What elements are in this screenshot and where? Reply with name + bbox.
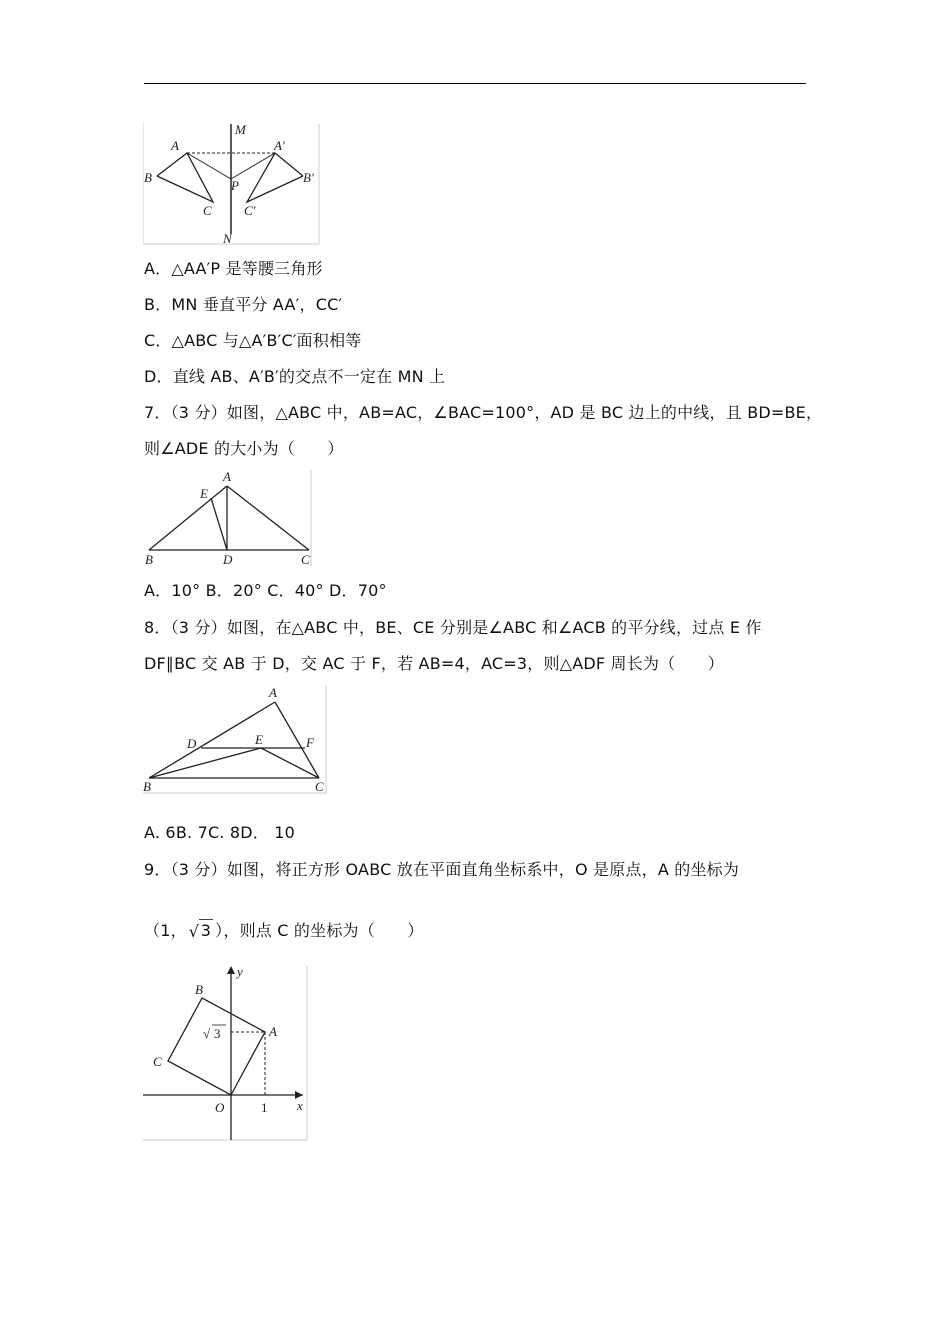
label-D: D [223, 552, 233, 567]
label-A: A [171, 138, 179, 153]
label-B: B [143, 779, 151, 794]
q6-option-d: D．直线 AB、A′B′的交点不一定在 MN 上 [144, 367, 446, 386]
sqrt-radicand: 3 [200, 921, 212, 940]
label-y: y [237, 964, 243, 979]
label-x: x [297, 1098, 303, 1113]
label-E: E [255, 732, 263, 747]
label-C: C [153, 1054, 162, 1069]
label-B: B [195, 982, 203, 997]
header-rule [144, 83, 806, 84]
q8-stem-line2: DF∥BC 交 AB 于 D，交 AC 于 F，若 AB=4，AC=3，则△ADF 周长为（ ） [144, 654, 724, 673]
label-P: P [231, 178, 239, 193]
q7-figure [143, 468, 315, 572]
label-C-prime: C′ [244, 203, 256, 218]
q6-option-c: C．△ABC 与△A′B′C′面积相等 [144, 331, 362, 350]
label-E: E [200, 486, 208, 501]
label-sqrt3: 3 [214, 1026, 221, 1041]
q8-options: A. 6B. 7C. 8D． 10 [144, 823, 296, 842]
label-B-prime: B′ [303, 170, 314, 185]
label-D: D [187, 736, 197, 751]
label-A: A [223, 469, 231, 484]
sqrt-symbol: √ 3 [188, 921, 212, 941]
label-B: B [145, 552, 153, 567]
label-B: B [144, 170, 152, 185]
q9-figure [143, 962, 311, 1144]
label-C: C [301, 552, 310, 567]
q9-stem-prefix: （1， [144, 921, 187, 940]
q8-stem-line1: 8．（3 分）如图，在△ABC 中，BE、CE 分别是∠ABC 和∠ACB 的平分线，过点 E 作 [144, 618, 762, 637]
q9-stem-line1: 9．（3 分）如图，将正方形 OABC 放在平面直角坐标系中，O 是原点，A 的坐标为 [144, 860, 740, 879]
label-one: 1 [261, 1100, 268, 1115]
q8-figure [143, 684, 329, 796]
q7-options: A．10° B．20° C．40° D．70° [144, 581, 387, 600]
label-O: O [215, 1100, 225, 1115]
q6-option-a: A．△AA′P 是等腰三角形 [144, 259, 323, 278]
label-N: N [223, 231, 232, 246]
label-C: C [315, 779, 324, 794]
label-C: C [203, 203, 212, 218]
label-A: A [269, 685, 277, 700]
q9-stem-suffix: ），则点 C 的坐标为（ ） [215, 921, 424, 940]
label-A-prime: A′ [274, 138, 285, 153]
label-F: F [306, 735, 314, 750]
label-A: A [269, 1024, 277, 1039]
q7-stem-line1: 7．（3 分）如图，△ABC 中，AB=AC，∠BAC=100°，AD 是 BC 边上的中线，且 BD=BE， [144, 403, 823, 422]
q6-figure [143, 122, 321, 246]
q7-stem-line2: 则∠ADE 的大小为（ ） [144, 439, 344, 458]
sqrt-sign: √ [203, 1026, 211, 1041]
label-M: M [235, 122, 246, 137]
q6-option-b: B．MN 垂直平分 AA′，CC′ [144, 295, 343, 314]
q9-stem-line2 [144, 919, 424, 942]
